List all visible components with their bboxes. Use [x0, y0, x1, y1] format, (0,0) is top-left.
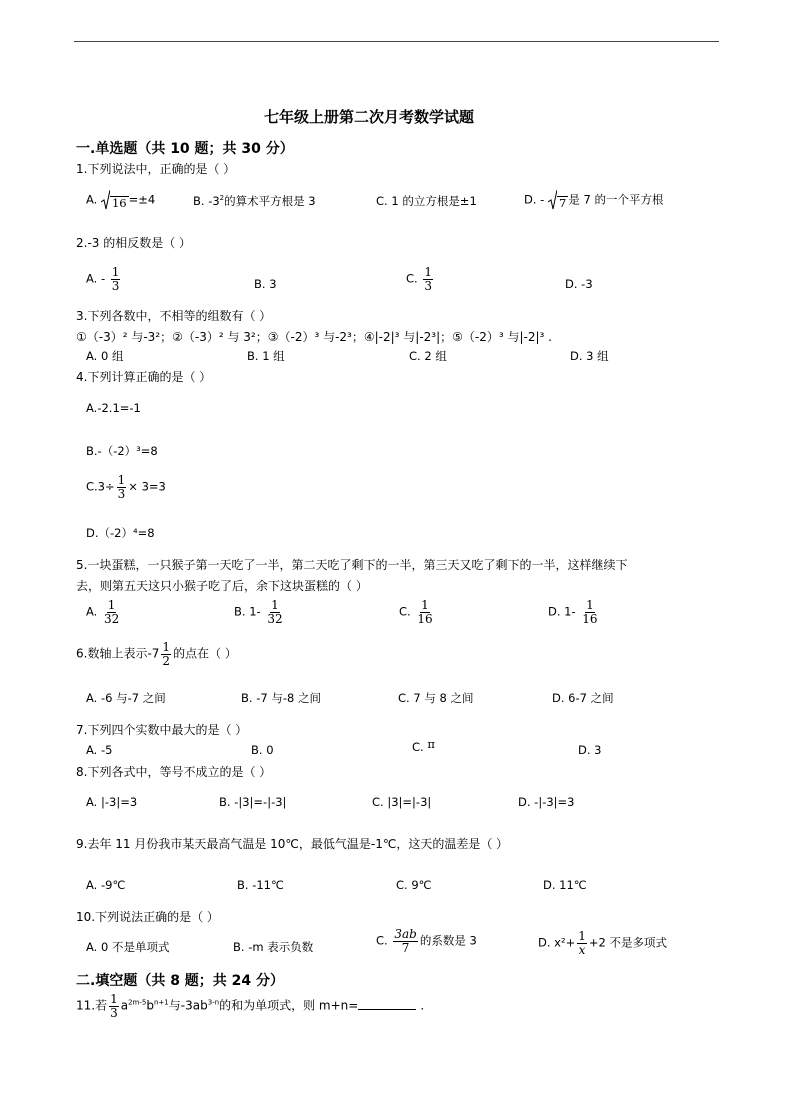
question-8-stem: 8.下列各式中，等号不成立的是（ ）	[76, 765, 272, 779]
question-1-option-b	[193, 193, 316, 209]
question-5-option-c	[399, 599, 436, 625]
question-7-stem: 7.下列四个实数中最大的是（ ）	[76, 723, 248, 737]
question-7-option-d: D. 3	[578, 743, 602, 757]
stem-text: 的点在（ ）	[173, 646, 237, 661]
denominator: 16	[417, 611, 433, 626]
fraction	[423, 266, 433, 292]
term: a	[120, 998, 129, 1013]
option-label: C.	[406, 271, 418, 286]
fraction	[266, 599, 283, 625]
question-8-option-c: C. |3|=|-3|	[372, 795, 432, 809]
question-2-option-b: B. 3	[254, 277, 277, 291]
answer-blank[interactable]	[358, 999, 416, 1010]
question-10-option-d	[538, 930, 667, 956]
question-4-option-a: A.-2.1=-1	[86, 401, 141, 415]
question-2-stem: 2.-3 的相反数是（ ）	[76, 236, 192, 250]
question-6-option-c: C. 7 与 8 之间	[398, 691, 474, 705]
question-7-option-b: B. 0	[251, 743, 274, 757]
question-9-option-b: B. -11℃	[237, 878, 284, 892]
fraction	[111, 266, 121, 292]
square-root	[101, 190, 129, 210]
question-6-stem	[76, 641, 237, 667]
section-heading-fill-in: 二.填空题（共 8 题；共 24 分）	[76, 973, 285, 989]
numerator: 1	[578, 929, 586, 943]
option-text: 的算术平方根是 3	[224, 194, 316, 208]
question-10-option-b: B. -m 表示负数	[233, 940, 314, 954]
option-label: A.	[86, 192, 98, 207]
question-5-stem-line-1: 5.一块蛋糕，一只猴子第一天吃了一半，第二天吃了剩下的一半，第三天又吃了剩下的一半，这样继续下	[76, 558, 628, 572]
fraction	[416, 599, 433, 625]
fraction	[577, 930, 587, 956]
denominator: 3	[111, 278, 120, 293]
question-9-option-a: A. -9℃	[86, 878, 126, 892]
question-6-option-d: D. 6-7 之间	[552, 691, 614, 705]
question-8-option-b: B. -|3|=-|-3|	[219, 795, 287, 809]
denominator: 7	[401, 940, 410, 955]
question-7-option-a: A. -5	[86, 743, 113, 757]
question-9-stem: 9.去年 11 月份我市某天最高气温是 10℃，最低气温是-1℃，这天的温差是（ ）	[76, 837, 509, 851]
denominator: 2	[162, 653, 171, 668]
question-5-option-d	[548, 599, 601, 625]
option-text: +2 不是多项式	[588, 935, 667, 950]
question-3-option-a: A. 0 组	[86, 349, 124, 363]
denominator: 3	[110, 1005, 118, 1020]
numerator: 1	[117, 473, 126, 487]
numerator: 1	[110, 992, 118, 1006]
term: b	[146, 998, 154, 1013]
question-1-option-c: C. 1 的立方根是±1	[376, 194, 477, 208]
option-label: C.	[412, 740, 424, 754]
radicand: 16	[111, 195, 127, 210]
exponent: 2	[219, 194, 225, 203]
question-11-stem	[76, 993, 424, 1019]
option-text: 的系数是 3	[419, 933, 477, 948]
question-3-items: ①（-3）² 与-3²；②（-3）² 与 3²；③（-2）³ 与-2³；④|-2|³ 与|-2³|；⑤（-2）³ 与|-2|³ .	[76, 330, 552, 344]
question-7-option-c	[412, 737, 435, 754]
numerator-text: 3ab	[394, 927, 417, 941]
question-3-option-d: D. 3 组	[570, 349, 609, 363]
denominator: 3	[424, 278, 432, 293]
numerator: 1	[107, 598, 116, 612]
question-10-stem: 10.下列说法正确的是（ ）	[76, 910, 219, 924]
denominator-text: x	[578, 942, 586, 957]
question-10-option-a: A. 0 不是单项式	[86, 940, 170, 954]
option-text: × 3=3	[128, 479, 166, 494]
exponent: 3-n	[207, 998, 220, 1007]
option-text: 是 7 的一个平方根	[568, 192, 664, 207]
question-8-option-d: D. -|-3|=3	[518, 795, 575, 809]
fraction	[109, 993, 119, 1019]
question-6-option-b: B. -7 与-8 之间	[241, 691, 321, 705]
question-1-stem: 1.下列说法中，正确的是（ ）	[76, 162, 236, 176]
question-4-stem: 4.下列计算正确的是（ ）	[76, 370, 212, 384]
numerator: 1	[586, 598, 594, 612]
question-5-option-b	[234, 599, 286, 625]
fraction	[161, 641, 171, 667]
pi-symbol: π	[427, 737, 435, 751]
exponent: n+1	[153, 998, 169, 1007]
fraction	[393, 928, 417, 954]
numerator: 1	[162, 640, 171, 654]
option-text: B. -3	[193, 194, 220, 208]
option-label: C.	[399, 604, 411, 619]
radicand: 7	[558, 195, 567, 210]
question-1-option-d	[524, 190, 663, 210]
denominator	[578, 944, 587, 957]
denominator: 32	[267, 611, 283, 626]
question-3-option-b: B. 1 组	[247, 349, 285, 363]
question-9-option-c: C. 9℃	[396, 878, 432, 892]
question-2-option-a	[86, 266, 122, 292]
square-root	[548, 190, 568, 210]
section-heading-multiple-choice: 一.单选题（共 10 题；共 30 分）	[76, 141, 294, 157]
option-label: C.3÷	[86, 479, 115, 494]
option-label: D. 1-	[548, 604, 576, 619]
question-4-option-b: B.-（-2）³=8	[86, 444, 158, 458]
question-4-option-d: D.（-2）⁴=8	[86, 526, 155, 540]
exponent: 2m-5	[128, 998, 147, 1007]
numerator: 1	[111, 265, 120, 279]
numerator: 1	[424, 265, 432, 279]
numerator: 1	[271, 598, 279, 612]
option-label: B. 1-	[234, 604, 261, 619]
denominator: 3	[117, 486, 126, 501]
denominator: 16	[582, 611, 598, 626]
fraction	[103, 599, 120, 625]
numerator	[393, 928, 417, 942]
question-3-option-c: C. 2 组	[409, 349, 447, 363]
question-4-option-c	[86, 474, 166, 500]
question-9-option-d: D. 11℃	[543, 878, 587, 892]
option-label: C.	[376, 933, 388, 948]
numerator: 1	[421, 598, 429, 612]
stem-text: 6.数轴上表示-7	[76, 646, 160, 661]
page-title: 七年级上册第二次月考数学试题	[264, 108, 475, 126]
question-5-option-a	[86, 599, 122, 625]
stem-text: .	[420, 998, 425, 1013]
question-2-option-d: D. -3	[565, 277, 593, 291]
question-5-stem-line-2: 去，则第五天这只小猴子吃了后，余下这块蛋糕的（ ）	[76, 579, 368, 593]
question-8-option-a: A. |-3|=3	[86, 795, 138, 809]
option-text: =±4	[128, 192, 156, 207]
stem-text: 的和为单项式，则 m+n=	[219, 998, 359, 1013]
option-label: A. -	[86, 271, 106, 286]
stem-text: 11.若	[76, 998, 108, 1013]
fraction	[117, 474, 127, 500]
option-label: A.	[86, 604, 98, 619]
question-3-stem: 3.下列各数中，不相等的组数有（ ）	[76, 309, 272, 323]
top-rule	[74, 41, 719, 42]
option-label: D. -	[524, 192, 545, 207]
fraction	[581, 599, 598, 625]
question-2-option-c	[406, 266, 435, 292]
term: 与-3ab	[168, 998, 208, 1013]
denominator: 32	[103, 611, 120, 626]
question-6-option-a: A. -6 与-7 之间	[86, 691, 166, 705]
option-label: D. x²+	[538, 935, 576, 950]
question-1-option-a	[86, 190, 155, 210]
question-10-option-c	[376, 928, 477, 954]
